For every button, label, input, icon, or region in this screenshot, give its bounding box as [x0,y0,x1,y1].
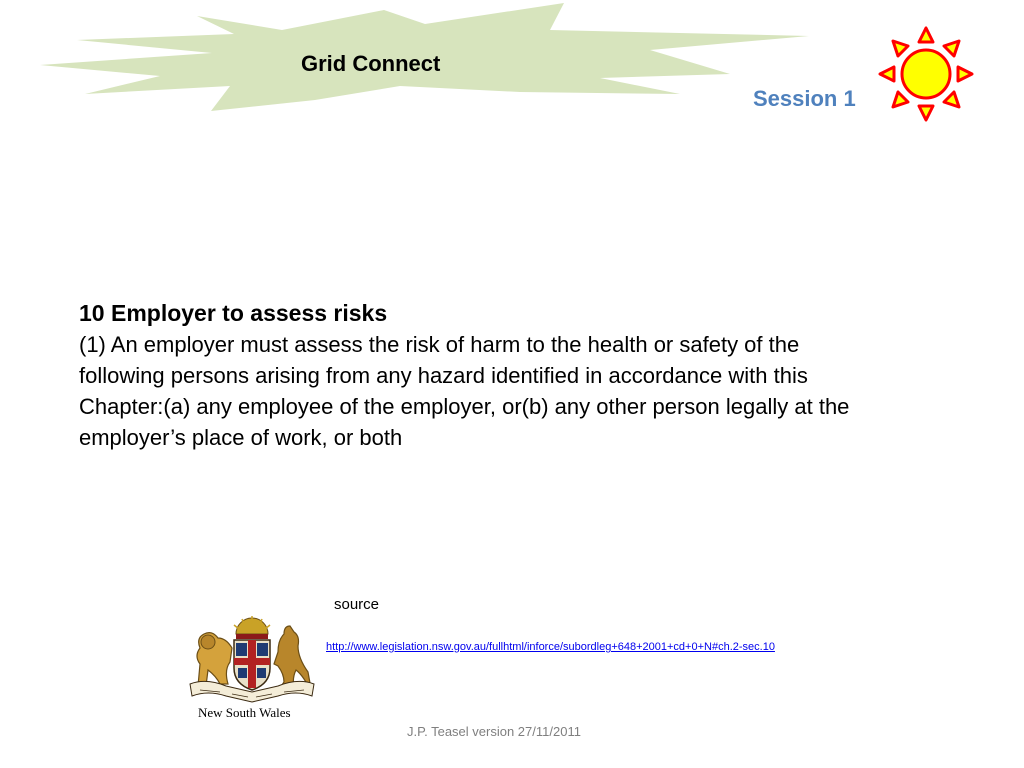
banner-title: Grid Connect [301,51,441,76]
main-content [79,298,879,453]
source-link[interactable]: http://www.legislation.nsw.gov.au/fullhtml/inforce/subordleg+648+2001+cd+0+N#ch.2-sec.10 [326,641,775,653]
nsw-coat-of-arms-icon [186,612,318,704]
crest-caption: New South Wales [198,705,291,720]
session-label: Session 1 [753,86,856,111]
footer-version: J.P. Teasel version 27/11/2011 [407,724,581,739]
section-body: (1) An employer must assess the risk of harm to the health or safety of the following persons arising from any hazard identified in accordance with this Chapter:(a) any employee of the employer, or(b) any other person legally at the employer’s place of work, or both [79,332,850,450]
section-heading: 10 Employer to assess risks [79,300,388,326]
sun-icon [878,26,974,122]
source-label: source [334,596,380,613]
